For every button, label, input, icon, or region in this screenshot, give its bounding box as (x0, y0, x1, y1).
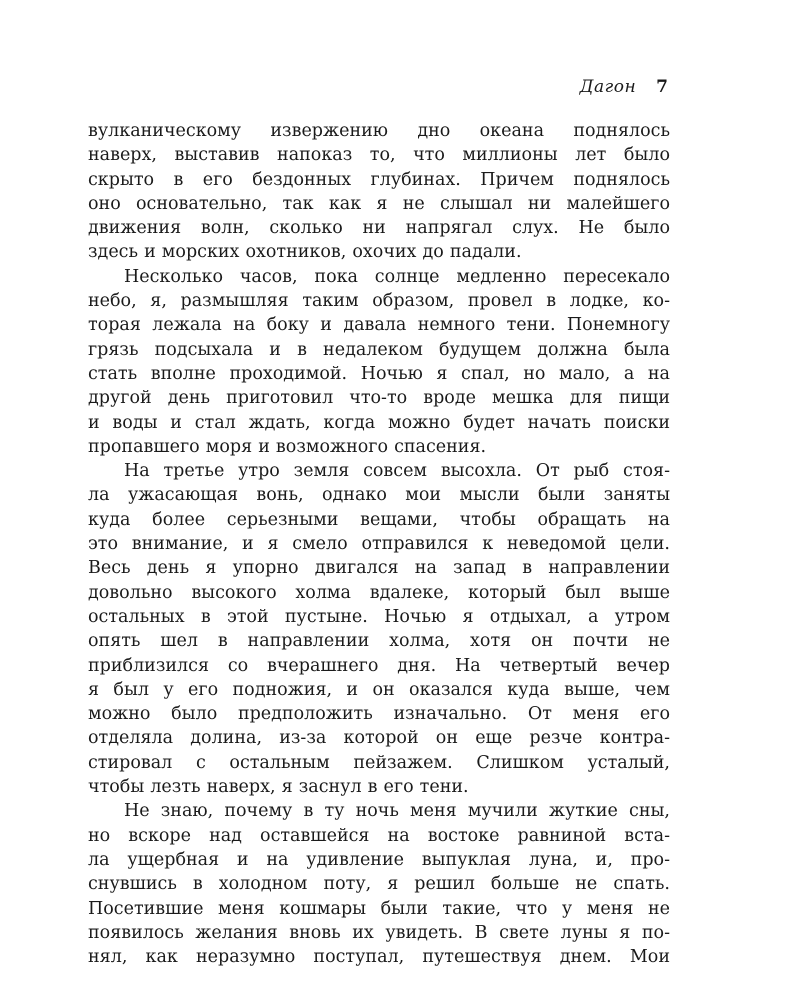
paragraph-1 (88, 119, 670, 265)
text-line: вулканическому извержению дно океана поднялось (88, 121, 670, 141)
paragraph-2 (88, 265, 670, 459)
text-line: скрыто в его бездонных глубинах. Причем поднялось (88, 169, 670, 190)
text-line: это внимание, и я смело отправился к неведомой цели. (88, 534, 670, 555)
text-line: пропавшего моря и возможного спасения. (88, 436, 487, 457)
text-line: ла ужасающая вонь, однако мои мысли были заняты (88, 485, 670, 506)
text-line: я был у его подножия, и он оказался куда выше, чем (88, 679, 670, 700)
text-line: приблизился со вчерашнего дня. На четвертый вечер (88, 655, 670, 676)
text-line: наверх, выставив напоказ то, что миллионы лет было (88, 145, 670, 166)
text-line: чтобы лезть наверх, я заснул в его тени. (88, 777, 469, 798)
text-line: Посетившие меня кошмары были такие, что у меня не (88, 898, 670, 919)
text-line: На третье утро земля совсем высохла. От рыб стоя- (124, 461, 670, 482)
page-number: 7 (656, 77, 668, 97)
text-line: и воды и стал ждать, когда можно будет начать поиски (88, 412, 670, 433)
text-line: стировал с остальным пейзажем. Слишком усталый, (88, 752, 670, 773)
text-line: небо, я, размышляя таким образом, провел в лодке, ко- (88, 291, 670, 312)
text-line: другой день приготовил что-то вроде мешка для пищи (88, 388, 670, 409)
text-line: здесь и морских охотников, охочих до падали. (88, 242, 522, 263)
text-line: куда более серьезными вещами, чтобы обращать на (88, 509, 670, 530)
text-line: опять шел в направлении холма, хотя он почти не (88, 631, 670, 652)
text-line: торая лежала на боку и давала немного тени. Понемногу (88, 315, 670, 336)
paragraph-3 (88, 459, 670, 799)
text-line: стать вполне проходимой. Ночью я спал, но мало, а на (88, 363, 670, 384)
text-line: остальных в этой пустыне. Ночью я отдыхал, а утром (88, 606, 670, 627)
text-line: движения волн, сколько ни напрягал слух. Не было (88, 218, 670, 239)
text-line: ла ущербная и на удивление выпуклая луна, и, про- (88, 849, 670, 870)
running-head (580, 76, 668, 98)
running-title: Дагон (579, 77, 637, 97)
text-line: довольно высокого холма вдалеке, который был выше (88, 582, 670, 603)
text-line: нял, как неразумно поступал, путешествуя днем. Мои (88, 947, 670, 968)
text-line: Весь день я упорно двигался на запад в направлении (88, 558, 670, 579)
text-line: грязь подсыхала и в недалеком будущем должна была (88, 339, 670, 360)
text-line: отделяла долина, из-за которой он еще резче контра- (88, 728, 670, 749)
text-line: снувшись в холодном поту, я решил больше не спать. (88, 874, 670, 895)
text-line: Несколько часов, пока солнце медленно пересекало (124, 266, 670, 287)
text-line: но вскоре над оставшейся на востоке равниной вста- (88, 825, 670, 846)
text-line: появилось желания вновь их увидеть. В свете луны я по- (88, 922, 670, 943)
text-line: Не знаю, почему в ту ночь меня мучили жуткие сны, (124, 801, 670, 822)
text-line: можно было предположить изначально. От меня его (88, 704, 670, 725)
body-text (88, 119, 670, 969)
paragraph-4 (88, 799, 670, 969)
text-line: оно основательно, так как я не слышал ни малейшего (88, 193, 670, 214)
